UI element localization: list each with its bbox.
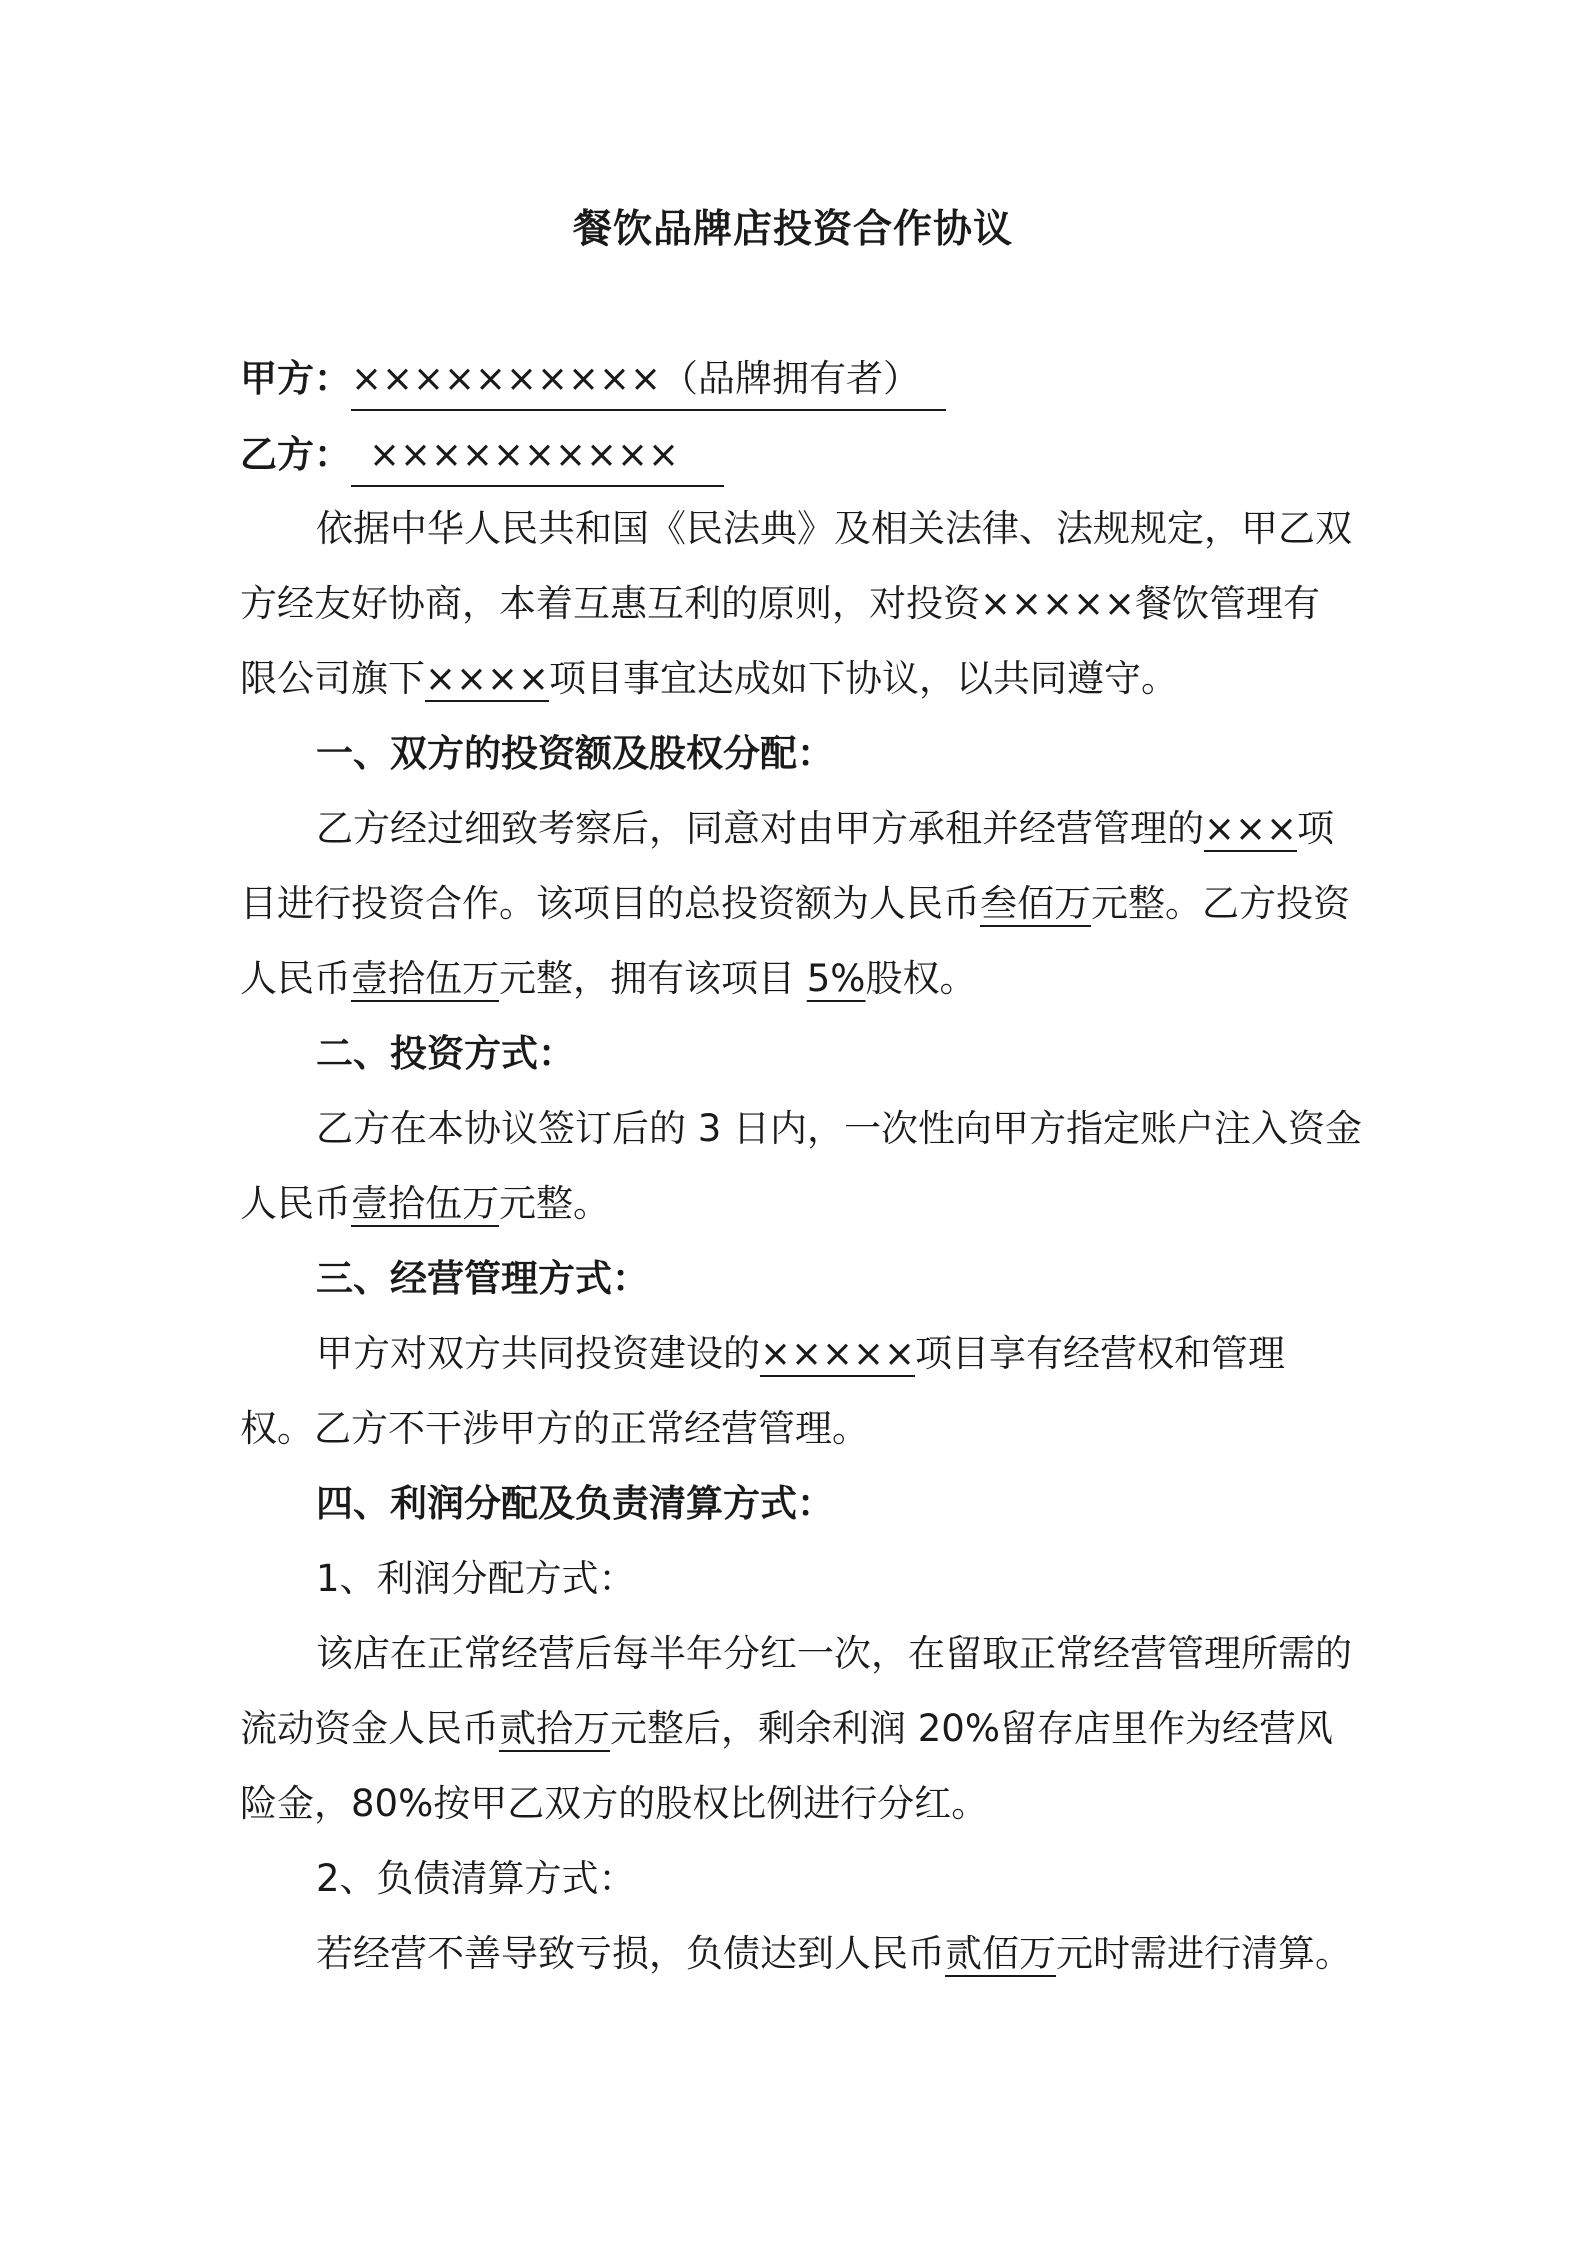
section-4-subheading-1: 1、利润分配方式： <box>316 1557 636 1600</box>
profit-line-1: 该店在正常经营后每半年分红一次，在留取正常经营管理所需的 <box>316 1632 1352 1675</box>
debt-threshold-amount: 贰佰万 <box>945 1932 1056 1975</box>
funding-amount: 壹拾伍万 <box>351 1182 499 1225</box>
body-text: 人民币 <box>240 957 351 1000</box>
section-1-line-1 <box>316 803 1334 855</box>
liquidation-line-1 <box>316 1928 1352 1980</box>
body-text: 人民币 <box>240 1182 351 1225</box>
body-text: 乙方经过细致考察后，同意对由甲方承租并经营管理的 <box>316 807 1204 850</box>
equity-percentage: 5% <box>806 957 866 1000</box>
section-3-line-1 <box>316 1328 1285 1380</box>
body-text: 项目享有经营权和管理 <box>915 1332 1286 1375</box>
body-text: 若经营不善导致亏损，负债达到人民币 <box>316 1932 945 1975</box>
body-text: 元整。乙方投资 <box>1091 882 1350 925</box>
party-b-value: ×××××××××× <box>351 429 724 487</box>
party-a-label: 甲方： <box>240 357 351 400</box>
working-capital-amount: 贰拾万 <box>499 1707 610 1750</box>
section-4-subheading-2: 2、负债清算方式： <box>316 1857 636 1900</box>
section-1-line-2 <box>240 878 1350 930</box>
party-b-label: 乙方： <box>240 433 351 476</box>
party-b-line <box>240 429 724 487</box>
party-b-investment-amount: 壹拾伍万 <box>351 957 499 1000</box>
body-text: 元整，拥有该项目 <box>499 957 807 1000</box>
section-1-heading: 一、双方的投资额及股权分配： <box>316 732 834 775</box>
section-2-heading: 二、投资方式： <box>316 1032 575 1075</box>
section-3-heading: 三、经营管理方式： <box>316 1257 649 1300</box>
party-a-line <box>240 353 946 411</box>
project-blank: ××××× <box>760 1332 916 1375</box>
project-blank: ××× <box>1204 807 1298 850</box>
party-a-value: ××××××××××（品牌拥有者） <box>351 353 946 411</box>
profit-line-3: 险金，80%按甲乙双方的股权比例进行分红。 <box>240 1782 989 1825</box>
body-text: 流动资金人民币 <box>240 1707 499 1750</box>
intro-text: 限公司旗下 <box>240 657 425 700</box>
section-1-line-3 <box>240 953 976 1005</box>
body-text: 元整。 <box>499 1182 610 1225</box>
intro-text: 项目事宜达成如下协议，以共同遵守。 <box>549 657 1179 700</box>
intro-line-3 <box>240 653 1178 705</box>
body-text: 股权。 <box>865 957 977 1000</box>
body-text: 甲方对双方共同投资建设的 <box>316 1332 760 1375</box>
intro-line-2: 方经友好协商，本着互惠互利的原则，对投资×××××餐饮管理有 <box>240 582 1321 625</box>
section-4-heading: 四、利润分配及负责清算方式： <box>316 1482 834 1525</box>
document-title: 餐饮品牌店投资合作协议 <box>572 207 1013 252</box>
project-name-blank: ×××× <box>425 657 550 700</box>
body-text: 元时需进行清算。 <box>1056 1932 1352 1975</box>
total-investment-amount: 叁佰万 <box>980 882 1091 925</box>
section-2-line-1: 乙方在本协议签订后的 3 日内，一次性向甲方指定账户注入资金 <box>316 1107 1363 1150</box>
section-3-line-2: 权。乙方不干涉甲方的正常经营管理。 <box>240 1407 869 1450</box>
section-2-line-2 <box>240 1178 610 1230</box>
intro-line-1: 依据中华人民共和国《民法典》及相关法律、法规规定，甲乙双 <box>316 507 1352 550</box>
body-text: 项 <box>1297 807 1335 850</box>
body-text: 目进行投资合作。该项目的总投资额为人民币 <box>240 882 980 925</box>
body-text: 元整后，剩余利润 20%留存店里作为经营风 <box>610 1707 1333 1750</box>
profit-line-2 <box>240 1703 1333 1755</box>
